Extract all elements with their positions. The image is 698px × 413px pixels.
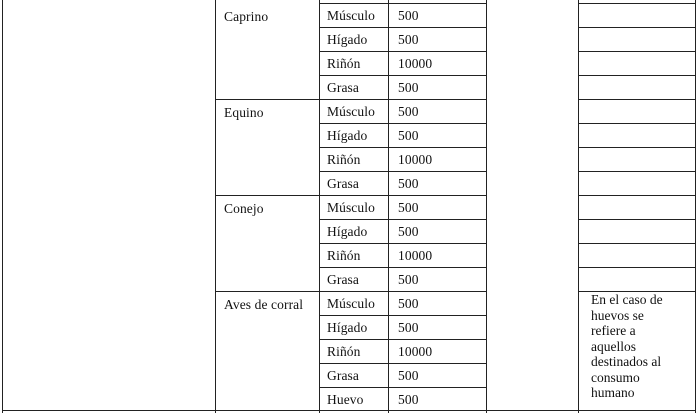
limit-value: 500 (398, 32, 419, 47)
limit-value: 500 (398, 176, 419, 191)
tissue-label: Músculo (327, 200, 375, 215)
remark-row-rule (578, 3, 695, 4)
limit-value: 500 (398, 200, 419, 215)
remark-row-rule (578, 195, 695, 196)
row-rule (319, 363, 487, 364)
limit-value: 10000 (398, 248, 433, 263)
tissue-label: Riñón (327, 56, 361, 71)
row-rule (319, 171, 487, 172)
tissue-label: Grasa (327, 368, 359, 383)
bottom-rule (2, 410, 696, 411)
tissue-label: Riñón (327, 152, 361, 167)
column-rule (215, 0, 216, 413)
remark-row-rule (578, 147, 695, 148)
remark-row-rule (578, 243, 695, 244)
column-rule (578, 0, 579, 413)
limit-value: 10000 (398, 344, 433, 359)
row-rule (319, 99, 487, 100)
row-rule (319, 291, 487, 292)
tissue-label: Riñón (327, 344, 361, 359)
group-rule (215, 291, 319, 292)
row-rule (319, 51, 487, 52)
remark-row-rule (578, 51, 695, 52)
tissue-label: Hígado (327, 32, 368, 47)
row-rule (319, 315, 487, 316)
row-rule (319, 123, 487, 124)
limit-value: 10000 (398, 56, 433, 71)
column-rule (319, 0, 320, 413)
column-rule (486, 0, 487, 413)
tissue-label: Hígado (327, 128, 368, 143)
tissue-label: Hígado (327, 224, 368, 239)
row-rule (319, 219, 487, 220)
limit-value: 500 (398, 392, 419, 407)
row-rule (319, 147, 487, 148)
species-label: Conejo (224, 201, 264, 216)
tissue-label: Grasa (327, 80, 359, 95)
row-rule (319, 339, 487, 340)
remark-row-rule (578, 75, 695, 76)
tissue-label: Grasa (327, 272, 359, 287)
limit-value: 500 (398, 296, 419, 311)
limit-value: 500 (398, 272, 419, 287)
row-rule (319, 3, 487, 4)
limit-value: 500 (398, 320, 419, 335)
remark-row-rule (578, 171, 695, 172)
species-label: Aves de corral (224, 297, 304, 312)
limit-value: 500 (398, 128, 419, 143)
row-rule (319, 27, 487, 28)
tissue-label: Huevo (327, 392, 364, 407)
column-rule (388, 0, 389, 413)
limit-value: 500 (398, 368, 419, 383)
row-rule (319, 267, 487, 268)
row-rule (319, 243, 487, 244)
remark-row-rule (578, 99, 695, 100)
limit-value: 500 (398, 104, 419, 119)
tissue-label: Músculo (327, 104, 375, 119)
species-label: Equino (224, 105, 264, 120)
tissue-label: Hígado (327, 320, 368, 335)
limit-value: 10000 (398, 152, 433, 167)
remark-row-rule (578, 219, 695, 220)
row-rule (319, 387, 487, 388)
egg-note: En el caso de huevos se refiere a aquellos destinados al consumo humano (591, 292, 663, 400)
tissue-label: Riñón (327, 248, 361, 263)
remark-row-rule (578, 27, 695, 28)
limit-value: 500 (398, 224, 419, 239)
tissue-label: Músculo (327, 296, 375, 311)
tissue-label: Músculo (327, 8, 375, 23)
tissue-label: Grasa (327, 176, 359, 191)
limit-value: 500 (398, 80, 419, 95)
species-label: Caprino (224, 9, 269, 24)
column-rule (695, 0, 696, 413)
group-rule (215, 195, 319, 196)
column-rule (2, 0, 3, 413)
group-rule (215, 99, 319, 100)
row-rule (319, 75, 487, 76)
remark-row-rule (578, 123, 695, 124)
row-rule (319, 195, 487, 196)
remark-row-rule (578, 267, 695, 268)
limit-value: 500 (398, 8, 419, 23)
